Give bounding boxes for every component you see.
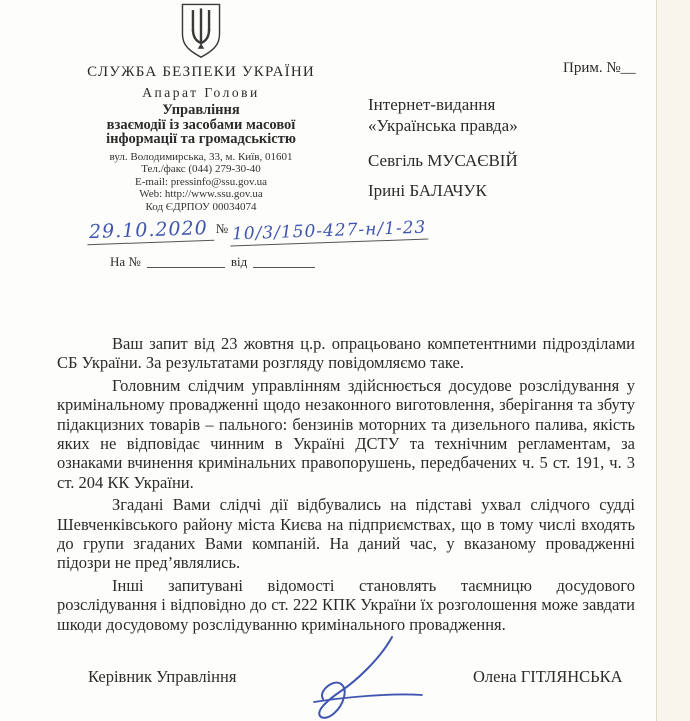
reply-reference-line bbox=[55, 254, 347, 270]
blank-line bbox=[253, 255, 315, 268]
org-unit: Апарат Голови bbox=[142, 85, 260, 100]
scan-fold-line bbox=[656, 0, 657, 721]
org-department-line: інформації та громадськістю bbox=[106, 131, 296, 147]
signer-title: Керівник Управління bbox=[88, 667, 237, 686]
recipient-person: Севгіль МУСАЄВІЙ bbox=[368, 151, 518, 170]
phone-line: Тел./факс (044) 279-30-40 bbox=[141, 163, 261, 175]
signer-name: Олена ГІТЛЯНСЬКА bbox=[473, 667, 623, 686]
letterhead bbox=[55, 2, 427, 270]
org-department-line: взаємодії із засобами масової bbox=[106, 116, 296, 133]
handwritten-signature bbox=[296, 632, 436, 721]
ukraine-trident-emblem-icon bbox=[175, 2, 227, 60]
recipient-block bbox=[368, 94, 518, 201]
web-line: Web: http://www.ssu.gov.ua bbox=[139, 188, 263, 200]
recipient-org-line: «Українська правда» bbox=[368, 116, 518, 135]
handwritten-date: 29.10.2020 bbox=[87, 217, 215, 245]
recipient-org-line: Інтернет-видання bbox=[368, 95, 496, 114]
body-paragraph: Інші запитувані відомості становлять таємницю досудового розслідування і відповідно до ст. 222 КПК України їх розголошення може завдати шкоди досудовому розслідуванню кримінального провадження. bbox=[57, 575, 635, 634]
body-paragraph: Ваш запит від 23 жовтня ц.р. опрацьовано компетентними підрозділами СБ України. За результатами розгляду повідомляємо таке. bbox=[57, 334, 635, 373]
letter-body bbox=[57, 334, 635, 637]
handwritten-ref-number: 10/3/150-427-н/1-23 bbox=[230, 218, 429, 247]
reply-na-label: На № bbox=[110, 254, 141, 269]
blank-line bbox=[147, 255, 225, 268]
org-name: СЛУЖБА БЕЗПЕКИ УКРАЇНИ bbox=[87, 64, 315, 80]
body-paragraph: Згадані Вами слідчі дії відбувались на підставі ухвал слідчого судді Шевченківського району міста Києва на підприємствах, що в тому числі входять до групи згаданих Вами компаній. На даний час, у вказаному провадженні підозри не пред’являлись. bbox=[57, 495, 635, 573]
reply-vid-label: від bbox=[230, 254, 248, 269]
address-line: вул. Володимирська, 33, м. Київ, 01601 bbox=[109, 150, 293, 163]
number-sign: № bbox=[215, 221, 229, 236]
org-department-line: Управління bbox=[162, 102, 240, 118]
org-department bbox=[55, 103, 347, 147]
reference-line bbox=[55, 217, 427, 245]
recipient-person: Ірині БАЛАЧУК bbox=[368, 181, 487, 200]
body-paragraph: Головним слідчим управлінням здійснюється досудове розслідування у кримінальному провадженні щодо незаконного виготовлення, зберігання та збуту підакцизних товарів – пального: бензинів моторних та дизельного палива, якість яких не відповідає чинним в Україні ДСТУ та технічним регламентам, за ознаками вчинення кримінальних правопорушень, передбачених ч. 5 ст. 191, ч. 3 ст. 204 КК України. bbox=[57, 375, 635, 492]
edrpou-line: Код ЄДРПОУ 00034074 bbox=[145, 200, 257, 213]
scan-edge-strip bbox=[657, 0, 690, 721]
email-line: E-mail: pressinfo@ssu.gov.ua bbox=[135, 175, 267, 188]
contact-block bbox=[55, 151, 347, 214]
copy-number-note: Прим. №__ bbox=[563, 60, 636, 76]
